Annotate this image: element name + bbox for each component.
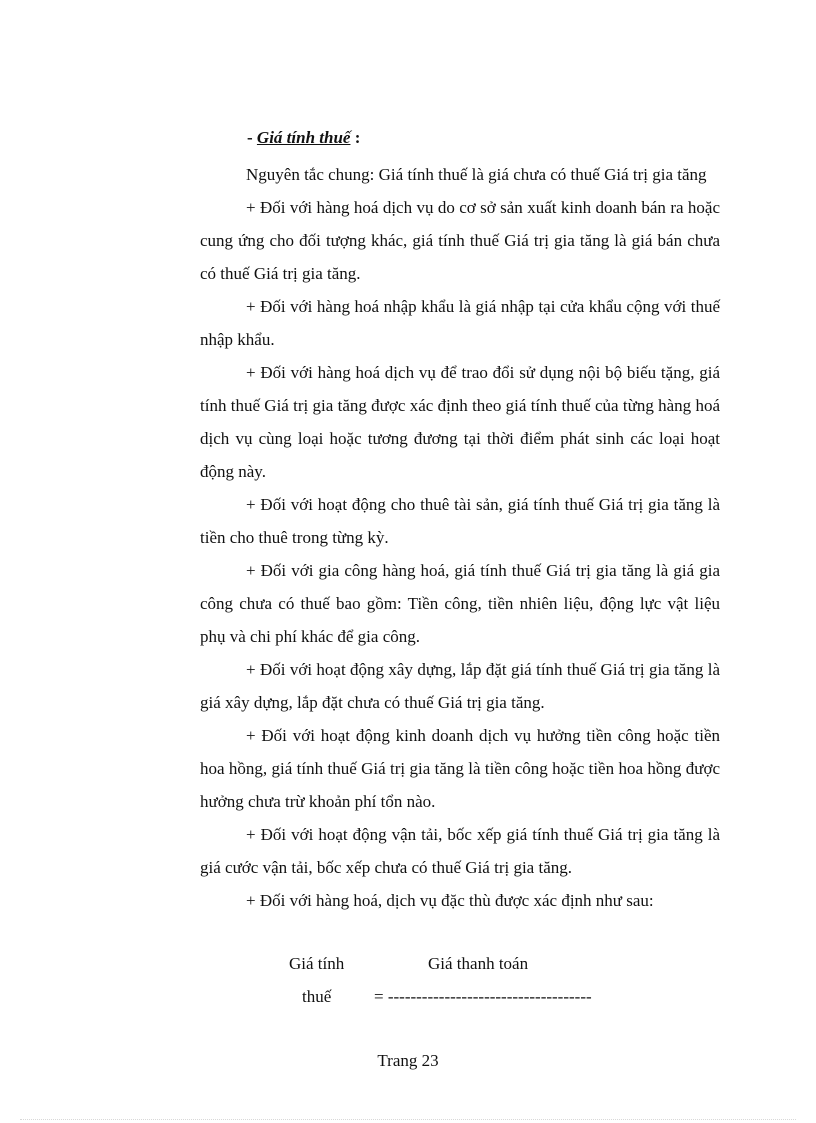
price-formula [200, 950, 720, 1020]
heading-prefix: - [247, 128, 257, 147]
formula-numerator: Giá thanh toán [428, 954, 529, 973]
page-number: Trang 23 [377, 1051, 439, 1070]
paragraph-commission: + Đối với hoạt động kinh doanh dịch vụ hưởng tiền công hoặc tiền hoa hồng, giá tính thuế Giá trị gia tăng là tiền công hoặc tiền hoa hồng được hưởng chưa trừ khoản phí tổn nào. [200, 726, 720, 811]
formula-equals-line: = ------------------------------------ [374, 987, 592, 1006]
formula-label-line2: thuế [302, 987, 332, 1006]
paragraph-goods-services: + Đối với hàng hoá dịch vụ do cơ sở sản xuất kinh doanh bán ra hoặc cung ứng cho đối tượng khác, giá tính thuế Giá trị gia tăng là giá bán chưa có thuế Giá trị gia tăng. [200, 198, 720, 283]
paragraph-processing: + Đối với gia công hàng hoá, giá tính thuế Giá trị gia tăng là giá gia công chưa có thuế bao gồm: Tiền công, tiền nhiên liệu, động lực vật liệu phụ và chi phí khác để gia công. [200, 561, 720, 646]
paragraph-special-goods: + Đối với hàng hoá, dịch vụ đặc thù được xác định như sau: [246, 891, 654, 910]
body-text [200, 158, 720, 917]
paragraph-internal-exchange: + Đối với hàng hoá dịch vụ để trao đổi sử dụng nội bộ biếu tặng, giá tính thuế Giá trị gia tăng được xác định theo giá tính thuế của từng hàng hoá dịch vụ cùng loại hoặc tương đương tại thời điểm phát sinh các loại hoạt động này. [200, 363, 720, 481]
paragraph-transport: + Đối với hoạt động vận tải, bốc xếp giá tính thuế Giá trị gia tăng là giá cước vận tải, bốc xếp chưa có thuế Giá trị gia tăng. [200, 825, 720, 877]
section-heading [247, 128, 360, 148]
paragraph-imports: + Đối với hàng hoá nhập khẩu là giá nhập tại cửa khẩu cộng với thuế nhập khẩu. [200, 297, 720, 349]
paragraph-asset-rental: + Đối với hoạt động cho thuê tài sản, giá tính thuế Giá trị gia tăng là tiền cho thuê trong từng kỳ. [200, 495, 720, 547]
paragraph-construction: + Đối với hoạt động xây dựng, lắp đặt giá tính thuế Giá trị gia tăng là giá xây dựng, lắp đặt chưa có thuế Giá trị gia tăng. [200, 660, 720, 712]
heading-title: Giá tính thuế [256, 128, 351, 147]
formula-label-line1: Giá tính [289, 954, 345, 973]
page-bottom-divider [20, 1119, 796, 1120]
heading-suffix: : [350, 128, 361, 147]
paragraph-general-principle: Nguyên tắc chung: Giá tính thuế là giá chưa có thuế Giá trị gia tăng [246, 165, 707, 184]
